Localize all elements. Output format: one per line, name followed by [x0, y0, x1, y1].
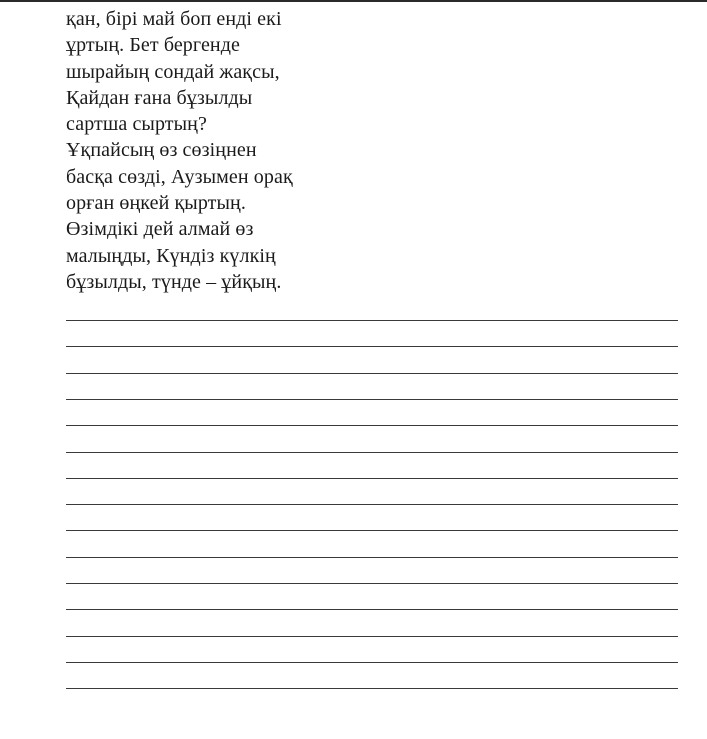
answer-line[interactable]	[66, 662, 678, 663]
answer-line[interactable]	[66, 609, 678, 610]
poem-line: Өзімдікі дей алмай өз	[66, 218, 254, 241]
answer-line[interactable]	[66, 346, 678, 347]
poem-line: Ұқпайсың өз сөзіңнен	[66, 139, 257, 162]
poem-line: шырайың сондай жақсы,	[66, 60, 280, 83]
answer-line[interactable]	[66, 320, 678, 321]
answer-line[interactable]	[66, 399, 678, 400]
answer-line[interactable]	[66, 688, 678, 689]
poem-line: орған өңкей қыртың.	[66, 192, 246, 215]
answer-line[interactable]	[66, 583, 678, 584]
answer-line[interactable]	[66, 425, 678, 426]
answer-line[interactable]	[66, 478, 678, 479]
poem-line: басқа сөзді, Аузымен орақ	[66, 165, 293, 188]
top-border-rule	[0, 0, 707, 2]
poem-line: бұзылды, түнде – ұйқың.	[66, 270, 282, 293]
answer-line[interactable]	[66, 373, 678, 374]
poem-line: сартша сыртың?	[66, 113, 207, 136]
answer-line[interactable]	[66, 557, 678, 558]
poem-line: малыңды, Күндіз күлкің	[66, 244, 276, 267]
poem-line: қан, бірі май боп енді екі	[66, 8, 282, 30]
poem-line: ұртың. Бет бергенде	[66, 34, 240, 57]
answer-line[interactable]	[66, 530, 678, 531]
answer-line[interactable]	[66, 636, 678, 637]
answer-line[interactable]	[66, 504, 678, 505]
poem-text	[66, 6, 346, 295]
poem-line: Қайдан ғана бұзылды	[66, 86, 253, 109]
answer-line[interactable]	[66, 452, 678, 453]
